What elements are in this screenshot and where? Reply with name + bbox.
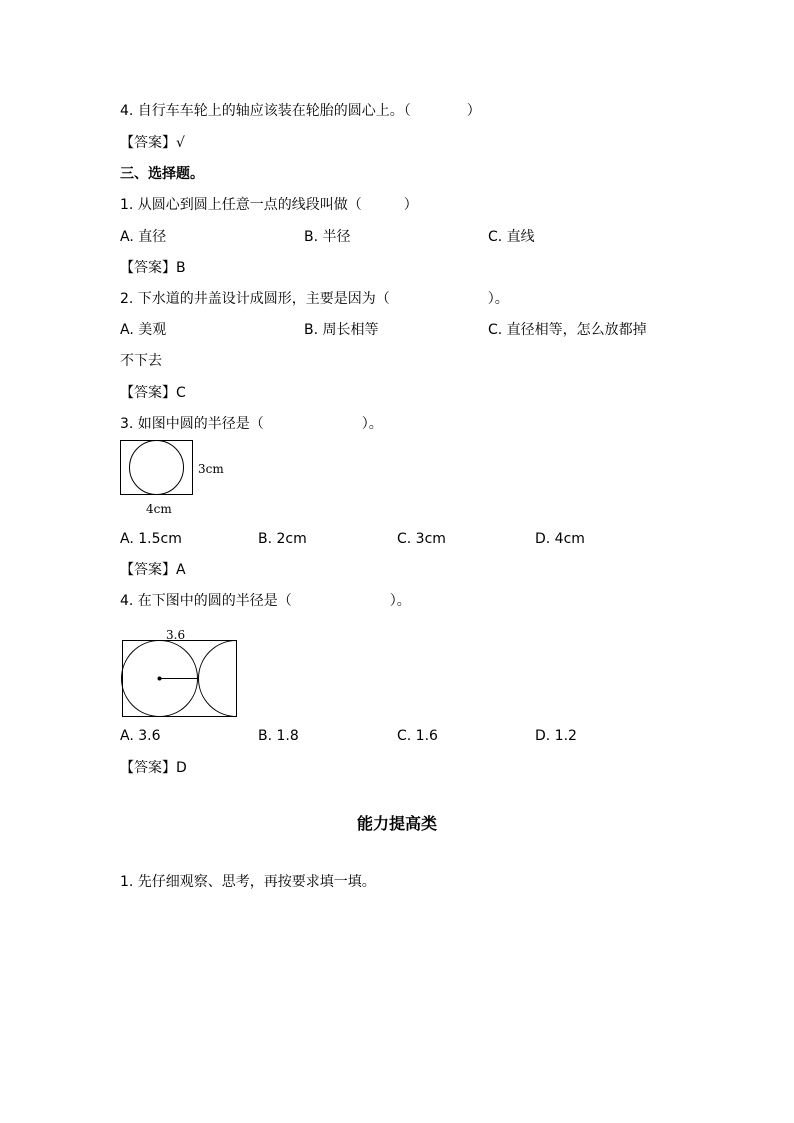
q3-rectangle (121, 441, 193, 495)
q2-option-a: A. 美观 (120, 322, 167, 338)
section-heading-advanced: 能力提高类 (356, 814, 437, 833)
q1-option-c: C. 直线 (488, 229, 535, 245)
answer-q1: 【答案】B (120, 260, 186, 276)
q4-top-label: 3.6 (166, 628, 186, 642)
q4-option-a: A. 3.6 (120, 728, 161, 744)
q4-figure-svg (120, 638, 240, 720)
q4-option-c: C. 1.6 (397, 728, 438, 744)
section-title-choice: 三、选择题。 (120, 166, 204, 182)
q2-option-c-continuation: 不下去 (120, 353, 162, 369)
q4-figure (120, 638, 240, 720)
q3-width-label: 4cm (146, 502, 172, 516)
q3-option-c: C. 3cm (397, 531, 446, 547)
judge-question-4: 4. 自行车车轮上的轴应该装在轮胎的圆心上。（ ） (120, 103, 481, 119)
question-1: 1. 从圆心到圆上任意一点的线段叫做（ ） (120, 197, 418, 213)
q1-option-b: B. 半径 (304, 229, 351, 245)
q2-option-b: B. 周长相等 (304, 322, 379, 338)
q3-circle (130, 441, 184, 495)
q3-option-d: D. 4cm (535, 531, 585, 547)
answer-q4: 【答案】D (120, 760, 187, 776)
q3-option-b: B. 2cm (258, 531, 307, 547)
q4-center-dot (158, 677, 162, 681)
q3-figure (118, 438, 198, 496)
q4-half-circle (199, 641, 237, 717)
advanced-question-1: 1. 先仔细观察、思考，再按要求填一填。 (120, 874, 376, 890)
answer-judge-4: 【答案】√ (120, 135, 185, 151)
q4-option-b: B. 1.8 (258, 728, 299, 744)
q3-option-a: A. 1.5cm (120, 531, 182, 547)
q1-option-a: A. 直径 (120, 229, 167, 245)
q3-figure-svg (118, 438, 198, 496)
q4-option-d: D. 1.2 (535, 728, 577, 744)
answer-q3: 【答案】A (120, 562, 186, 578)
question-4: 4. 在下图中的圆的半径是（ ）。 (120, 593, 411, 609)
question-2: 2. 下水道的井盖设计成圆形，主要是因为（ ）。 (120, 291, 509, 307)
q2-option-c: C. 直径相等，怎么放都掉 (488, 322, 647, 338)
q3-height-label: 3cm (198, 462, 224, 476)
question-3: 3. 如图中圆的半径是（ ）。 (120, 416, 383, 432)
answer-q2: 【答案】C (120, 385, 186, 401)
